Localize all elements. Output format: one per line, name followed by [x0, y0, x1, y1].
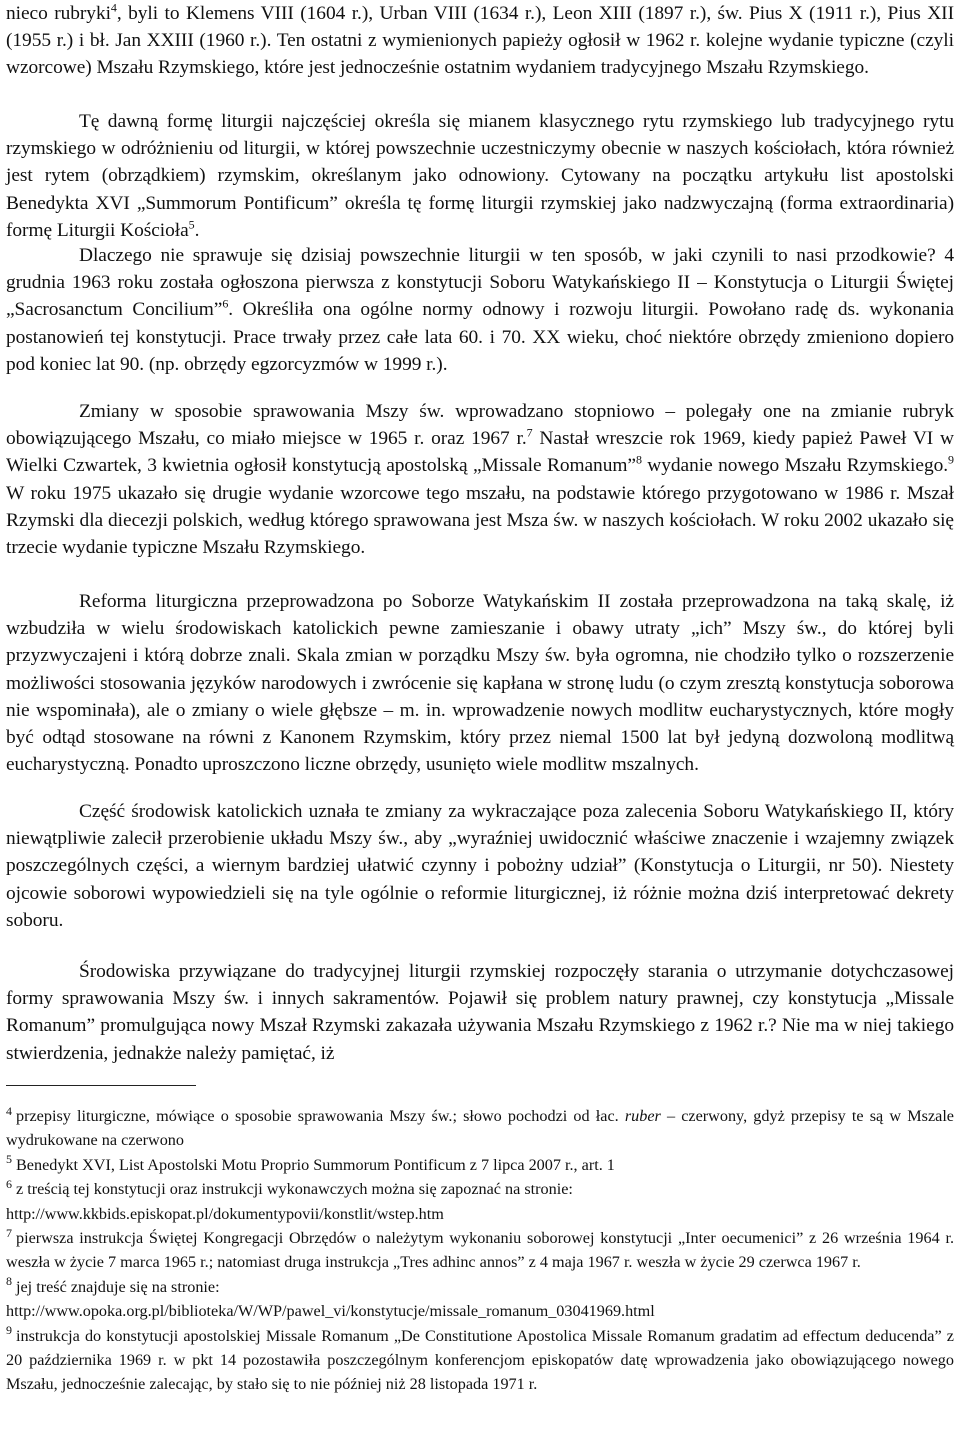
- paragraph-text: nieco rubryki: [6, 3, 111, 24]
- paragraph-communities: Część środowisk katolickich uznała te zmiany za wykraczające poza zalecenia Soboru Watykańskiego II, który niewątpliwie zalecił przerobienie układu Mszy św., aby „wyraźniej uwidocznić właściwe znaczenie i wzajemny związek poszczególnych części, a wiernym bardziej ułatwić czynny i pobożny udział” (Konstytucja o Liturgii, nr 50). Niestety ojcowie soborowi wypowiedzieli się na tyle ogólnie o reformie liturgicznej, iż różnie można dziś interpretować dekrety soboru.: [6, 801, 954, 931]
- footnote-text: – czerwony, gdyż przepisy te są w Mszale wydrukowane na czerwono: [6, 1107, 954, 1150]
- paragraph-traditional: Środowiska przywiązane do tradycyjnej liturgii rzymskiej rozpoczęły starania o utrzymanie dotychczasowej formy sprawowania Mszy św. i innych sakramentów. Pojawił się problem natury prawnej, czy konstytucja „Missale Romanum” promulgująca nowy Mszał Rzymski zakazała używania Mszału Rzymskiego z 1962 r.? Nie ma w niej takiego stwierdzenia, jednakże należy pamiętać, iż: [6, 961, 954, 1064]
- footnote-6: [6, 1177, 954, 1226]
- footnote-number: 9: [6, 1323, 12, 1338]
- footnote-number: 7: [6, 1225, 12, 1240]
- footnote-number: 6: [6, 1176, 12, 1191]
- footnote-5: [6, 1153, 954, 1177]
- footnote-text: pierwsza instrukcja Świętej Kongregacji Obrzędów o należytym wykonaniu soborowej konstytucji „Inter oecumenici” z 26 września 1964 r. weszła w życie 7 marca 1965 r.; natomiast druga instrukcja „Tres adhinc annos” z 4 maja 1967 r. weszła w życie 29 czerwca 1967 r.: [6, 1229, 954, 1272]
- footnote-8: [6, 1275, 954, 1324]
- footnote-url[interactable]: http://www.kkbids.episkopat.pl/dokumentypovii/konstlit/wstep.htm: [6, 1204, 444, 1223]
- footnote-7: [6, 1226, 954, 1275]
- paragraph-text: Nastał wreszcie rok 1969, kiedy papież Paweł VI w Wielki Czwartek, 3 kwietnia ogłosił konstytucją apostolską „Missale Romanum”: [6, 428, 954, 477]
- paragraph-text: . Określiła ona ogólne normy odnowy i rozwoju liturgii. Powołano radę ds. wykonania postanowień tej konstytucji. Prace trwały przez całe lata 60. i 70. XX wieku, choć niektóre obrzędy zmieniono dopiero pod koniec lat 90. (np. obrzędy egzorcyzmów w 1999 r.).: [6, 299, 954, 375]
- footnote-ref-5: 5: [188, 217, 195, 232]
- paragraph-text: Zmiany w sposobie sprawowania Mszy św. wprowadzano stopniowo – polegały one na zmianie rubryk obowiązującego Mszału, co miało miejsce w 1965 r. oraz 1967 r.: [6, 401, 954, 450]
- footnote-number: 4: [6, 1103, 12, 1118]
- paragraph-text: , byli to Klemens VIII (1604 r.), Urban VIII (1634 r.), Leon XIII (1897 r.), św. Pius X (1911 r.), Pius XII (1955 r.) i bł. Jan XXIII (1960 r.). Ten ostatni z wymienionych papieży ogłosił w 1962 r. kolejne wydanie typiczne (czyli wzorcowe) Mszału Rzymskiego, które jest jednocześnie ostatnim wydaniem tradycyjnego Mszału Rzymskiego.: [6, 3, 954, 79]
- paragraph-reform: Reforma liturgiczna przeprowadzona po Soborze Watykańskim II została przeprowadzona na taką skalę, iż wzbudziła w wielu środowiskach katolickich pewne zamieszanie i obawy utraty „ich” Mszy św., do której byli przyzwyczajeni i którą dobrze znali. Skala zmian w porządku Mszy św. była ogromna, nie chodziło tylko o rozszerzenie możliwości stosowania języków narodowych i zwrócenie się kapłana w stronę ludu (o czym zresztą konstytucja soborowa nie wspominała), ale o zmiany o wiele głębsze – m. in. wprowadzenie nowych modlitw eucharystycznych, które mogły być odtąd stosowane na równi z Kanonem Rzymskim, który przez niemal 1500 lat był jedyną dozwoloną modlitwą eucharystyczną. Ponadto uproszczono liczne obrzędy, usunięto wiele modlitw mszalnych.: [6, 591, 954, 776]
- footnote-ref-8: 8: [635, 452, 642, 467]
- paragraph-changes: [6, 398, 954, 561]
- paragraph-text: wydanie nowego Mszału Rzymskiego.: [641, 455, 949, 477]
- paragraph-text: W roku 1975 ukazało się drugie wydanie wzorcowe tego mszału, na podstawie którego przygotowano w 1986 r. Mszał Rzymski dla diecezji polskich, według którego sprawowana jest Msza św. w naszych kościołach. W roku 2002 ukazało się trzecie wydanie typiczne Mszału Rzymskiego.: [6, 482, 954, 559]
- footnote-ref-6: 6: [222, 296, 229, 311]
- footnotes: [6, 1104, 954, 1397]
- footnote-text: z treścią tej konstytucji oraz instrukcji wykonawczych można się zapoznać na stronie:: [16, 1180, 573, 1199]
- paragraph-why: [6, 242, 954, 378]
- footnote-ref-4: 4: [110, 0, 117, 15]
- footnote-4: [6, 1104, 954, 1153]
- footnote-text: jej treść znajduje się na stronie:: [16, 1277, 220, 1296]
- footnote-separator: [6, 1085, 196, 1086]
- paragraph-continuation: [6, 0, 954, 82]
- footnote-text: przepisy liturgiczne, mówiące o sposobie sprawowania Mszy św.; słowo pochodzi od łac.: [16, 1107, 625, 1125]
- footnote-ref-9: 9: [948, 452, 954, 467]
- paragraph-text: .: [194, 219, 200, 241]
- paragraph-text: Dlaczego nie sprawuje się dzisiaj powszechnie liturgii w ten sposób, w jaki czynili to nasi przodkowie? 4 grudnia 1963 roku została ogłoszona pierwsza z konstytucji Soboru Watykańskiego II – Konstytucja o Liturgii Świętej „Sacrosanctum Concilium”: [6, 245, 954, 321]
- footnote-text: instrukcja do konstytucji apostolskiej Missale Romanum „De Constitutione Apostolica Missale Romanum gradatim ad effectum deducenda” z 20 października 1969 r. w pkt 14 pozostawiła poszczególnym konferencjom episkopatów datę wprowadzenia jako obowiązującego nowego Mszału, jednocześnie zalecając, by stało się to nie później niż 28 listopada 1971 r.: [6, 1326, 954, 1394]
- paragraph-old-form: [6, 108, 954, 244]
- paragraph-text: Tę dawną formę liturgii najczęściej określa się mianem klasycznego rytu rzymskiego lub tradycyjnego rytu rzymskiego w odróżnieniu od liturgii, w której powszechnie uczestniczymy obecnie w naszych kościołach, która również jest rytem (obrządkiem) rzymskim, określanym jako odnowiony. Cytowany na początku artykułu list apostolski Benedykta XVI „Summorum Pontificum” określa tę formę liturgii rzymskiej jako nadzwyczajną (forma extraordinaria) formę Liturgii Kościoła: [6, 111, 954, 241]
- footnote-italic-term: ruber: [624, 1107, 661, 1125]
- footnote-url[interactable]: http://www.opoka.org.pl/biblioteka/W/WP/pawel_vi/konstytucje/missale_romanum_03041969.html: [6, 1302, 655, 1321]
- footnote-9: [6, 1324, 954, 1397]
- footnote-number: 5: [6, 1152, 12, 1167]
- footnote-number: 8: [6, 1274, 12, 1289]
- footnote-ref-7: 7: [526, 425, 533, 440]
- footnote-text: Benedykt XVI, List Apostolski Motu Proprio Summorum Pontificum z 7 lipca 2007 r., art. 1: [16, 1155, 615, 1174]
